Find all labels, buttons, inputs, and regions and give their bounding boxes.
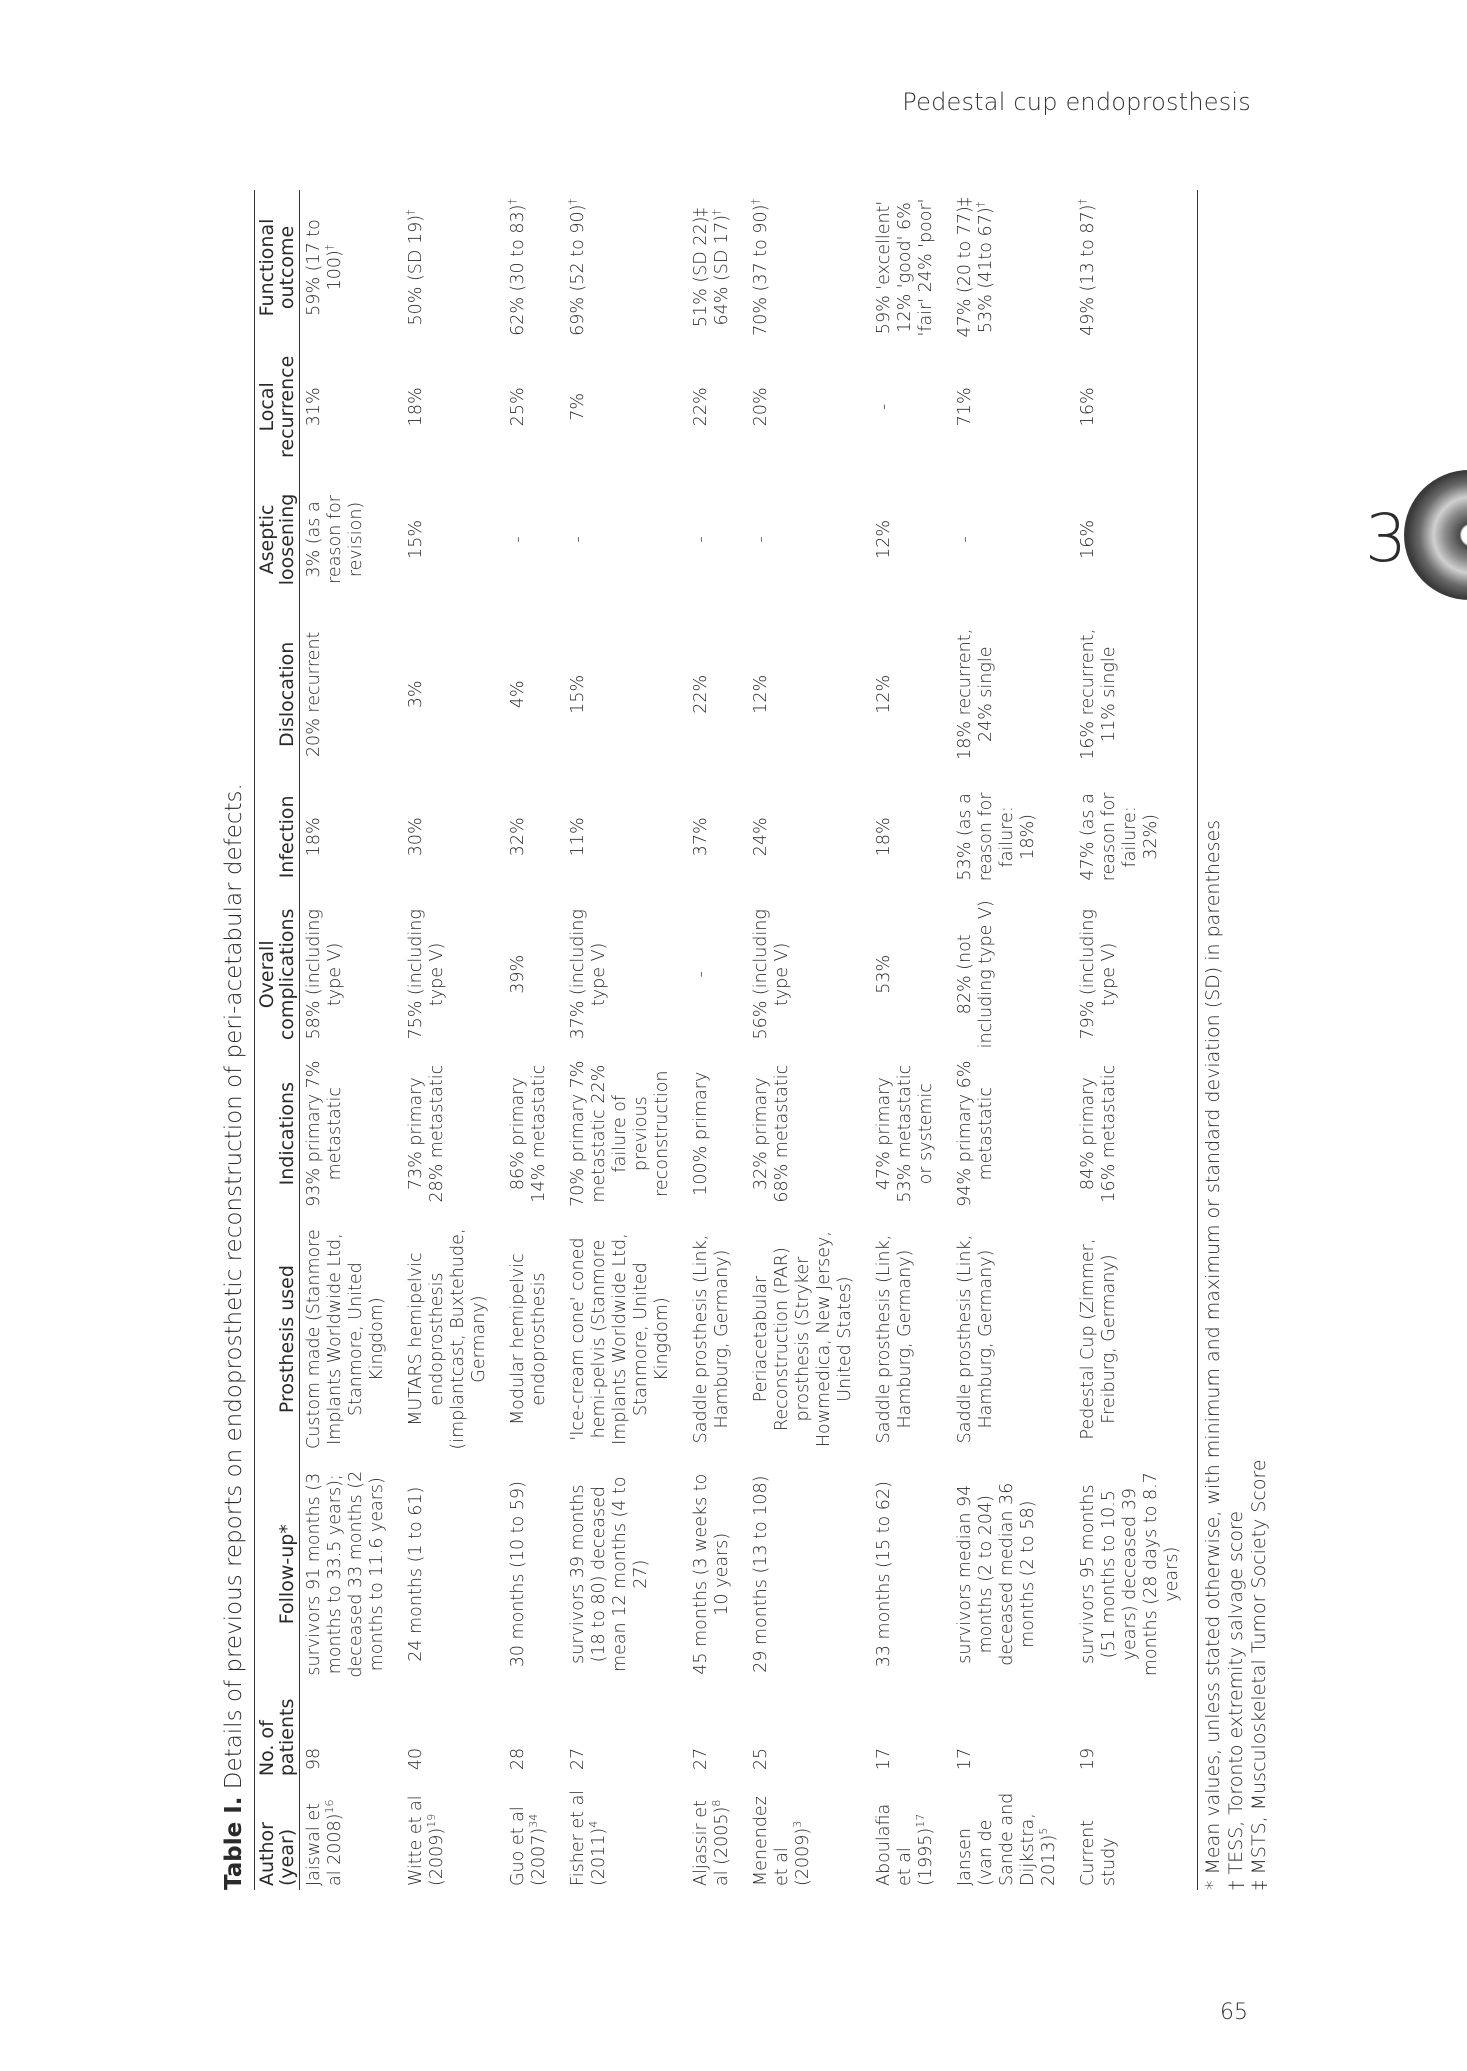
indications-cell-text: 86% primary 14% metastatic <box>508 1064 549 1203</box>
complications-cell-text: 56% (including type V) <box>751 909 792 1040</box>
infection-cell <box>402 779 504 896</box>
functional-outcome-cell <box>504 190 564 345</box>
patients-cell-text: 98 <box>304 1747 324 1771</box>
dislocation-cell <box>564 610 687 778</box>
follow-up-cell-text: survivors 91 months (3 months to 33.5 years); deceased 33 months (2 months to 11.6 years) <box>304 1470 387 1678</box>
table-row <box>747 190 870 1890</box>
chapter-tab-image <box>1404 470 1467 600</box>
rotated-table-block <box>220 190 1270 1890</box>
follow-up-cell-text: 33 months (15 to 62) <box>874 1481 894 1668</box>
author-cell <box>687 1780 747 1890</box>
aseptic-loosening-cell-text: - <box>955 536 975 543</box>
functional-outcome-cell <box>870 190 951 345</box>
indications-cell-text: 70% primary 7% metastatic 22% failure of previous reconstruction <box>568 1060 672 1207</box>
prosthesis-cell-text: 'Ice-cream cone' coned hemi-pelvis (Stanmore Implants Worldwide Ltd, Stanmore, United Kingdom) <box>568 1233 672 1445</box>
complications-cell-text: 79% (including type V) <box>1078 909 1119 1040</box>
running-header: Pedestal cup endoprosthesis <box>902 88 1251 116</box>
aseptic-loosening-cell-text: - <box>691 536 711 543</box>
table-row <box>1074 190 1198 1890</box>
author-cell <box>504 1780 564 1890</box>
local-recurrence-cell <box>564 345 687 469</box>
local-recurrence-cell-text: - <box>874 403 894 411</box>
complications-cell-text: 53% <box>874 954 894 994</box>
dislocation-cell-text: 20% recurrent <box>304 631 324 758</box>
local-recurrence-cell <box>687 345 747 469</box>
table-caption <box>220 190 248 1890</box>
reference-superscript: 4 <box>587 1820 601 1828</box>
dislocation-cell <box>687 610 747 778</box>
footnote-mark: † <box>1076 199 1090 205</box>
functional-outcome-cell-text: 62% (30 to 83) <box>508 204 528 336</box>
complications-cell <box>747 895 870 1053</box>
aseptic-loosening-cell <box>504 469 564 610</box>
aseptic-loosening-cell-text: 16% <box>1078 520 1098 559</box>
functional-outcome-cell-text: 59% (17 to 100) <box>304 219 345 316</box>
follow-up-cell-text: 45 months (3 weeks to 10 years) <box>691 1473 732 1675</box>
column-header: Infection <box>255 779 300 896</box>
functional-outcome-cell <box>747 190 870 345</box>
indications-cell-text: 47% primary 53% metastatic or systemic <box>874 1064 936 1203</box>
dislocation-cell <box>870 610 951 778</box>
infection-cell <box>1074 779 1198 896</box>
aseptic-loosening-cell <box>402 469 504 610</box>
reference-superscript: 17 <box>914 1813 928 1828</box>
reference-superscript: 19 <box>425 1813 439 1828</box>
local-recurrence-cell <box>747 345 870 469</box>
table-row <box>504 190 564 1890</box>
dislocation-cell-text: 22% <box>691 674 711 714</box>
author-cell-text: Jansen (van de Sande and Dijkstra, 2013) <box>955 1792 1059 1886</box>
complications-cell <box>951 895 1074 1053</box>
aseptic-loosening-cell-text: 15% <box>406 520 426 559</box>
infection-cell <box>747 779 870 896</box>
indications-cell-text: 73% primary 28% metastatic <box>406 1064 447 1203</box>
footnote-mark: † <box>974 201 988 208</box>
chapter-number: 3 <box>1365 500 1407 577</box>
indications-cell <box>402 1053 504 1213</box>
complications-cell-text: 39% <box>508 954 528 994</box>
prosthesis-cell <box>870 1214 951 1464</box>
infection-cell <box>687 779 747 896</box>
column-header: Prosthesis used <box>255 1214 300 1464</box>
complications-cell <box>300 895 403 1053</box>
local-recurrence-cell <box>504 345 564 469</box>
aseptic-loosening-cell-text: - <box>568 536 588 543</box>
functional-outcome-cell-text: 69% (52 to 90) <box>568 204 588 336</box>
reference-superscript: 16 <box>323 1799 337 1814</box>
follow-up-cell <box>870 1464 951 1684</box>
indications-cell <box>747 1053 870 1213</box>
follow-up-cell <box>402 1464 504 1684</box>
prosthesis-cell-text: Custom made (Stanmore Implants Worldwide Ltd, Stanmore, United Kingdom) <box>304 1229 387 1449</box>
aseptic-loosening-cell <box>1074 469 1198 610</box>
functional-outcome-cell <box>300 190 403 345</box>
footnotes <box>1202 190 1271 1890</box>
column-header: Overall complications <box>255 895 300 1053</box>
indications-cell <box>687 1053 747 1213</box>
aseptic-loosening-cell <box>951 469 1074 610</box>
dislocation-cell-text: 18% recurrent, 24% single <box>955 628 996 760</box>
patients-cell <box>687 1684 747 1780</box>
footnote: † TESS, Toronto extremity salvage score <box>1225 1510 1247 1890</box>
local-recurrence-cell-text: 22% <box>691 387 711 427</box>
patients-cell-text: 28 <box>508 1747 528 1771</box>
dislocation-cell <box>402 610 504 778</box>
complications-cell <box>870 895 951 1053</box>
data-table <box>254 190 1198 1890</box>
prosthesis-cell-text: MUTARS hemipelvic endoprosthesis (implantcast, Buxtehude, Germany) <box>406 1228 489 1450</box>
patients-cell <box>870 1684 951 1780</box>
indications-cell-text: 100% primary <box>691 1071 711 1196</box>
follow-up-cell <box>1074 1464 1198 1684</box>
author-cell-text: Current study <box>1078 1819 1119 1886</box>
prosthesis-cell-text: Saddle prosthesis (Link, Hamburg, Germany) <box>874 1234 915 1444</box>
functional-outcome-cell-text: 51% (SD 22)‡ 64% (SD 17) <box>691 207 732 328</box>
infection-cell-text: 30% <box>406 817 426 857</box>
complications-cell <box>1074 895 1198 1053</box>
functional-outcome-cell-text: 49% (13 to 87) <box>1078 204 1098 336</box>
patients-cell <box>564 1684 687 1780</box>
prosthesis-cell <box>747 1214 870 1464</box>
functional-outcome-cell-text: 70% (37 to 90) <box>751 204 771 336</box>
infection-cell-text: 24% <box>751 817 771 857</box>
prosthesis-cell-text: Periacetabular Reconstruction (PAR) prosthesis (Stryker Howmedica, New Jersey, United States) <box>751 1231 855 1448</box>
prosthesis-cell-text: Modular hemipelvic endoprosthesis <box>508 1253 549 1425</box>
follow-up-cell <box>747 1464 870 1684</box>
local-recurrence-cell-text: 31% <box>304 387 324 427</box>
dislocation-cell <box>504 610 564 778</box>
infection-cell <box>951 779 1074 896</box>
aseptic-loosening-cell <box>300 469 403 610</box>
table-body <box>300 190 1198 1890</box>
dislocation-cell <box>951 610 1074 778</box>
column-header: Dislocation <box>255 610 300 778</box>
local-recurrence-cell-text: 71% <box>955 387 975 427</box>
reference-superscript: 8 <box>710 1799 724 1807</box>
table-row <box>870 190 951 1890</box>
complications-cell-text: 82% (not including type V) <box>955 900 996 1049</box>
footnote-mark: † <box>710 209 724 215</box>
indications-cell <box>1074 1053 1198 1213</box>
local-recurrence-cell <box>870 345 951 469</box>
prosthesis-cell <box>504 1214 564 1464</box>
complications-cell <box>402 895 504 1053</box>
infection-cell <box>564 779 687 896</box>
infection-cell <box>504 779 564 896</box>
footnote: ‡ MSTS, Musculoskeletal Tumor Society Score <box>1248 1459 1270 1890</box>
patients-cell <box>402 1684 504 1780</box>
infection-cell-text: 53% (as a reason for failure: 18%) <box>955 792 1038 882</box>
footnote-mark: † <box>566 199 580 205</box>
indications-cell-text: 93% primary 7% metastatic <box>304 1060 345 1207</box>
local-recurrence-cell-text: 20% <box>751 387 771 427</box>
functional-outcome-cell <box>402 190 504 345</box>
footnote-mark: † <box>323 244 337 251</box>
author-cell <box>1074 1780 1198 1890</box>
infection-cell <box>870 779 951 896</box>
indications-cell-text: 94% primary 6% metastatic <box>955 1060 996 1207</box>
page-number: 65 <box>1220 2000 1248 2025</box>
table-row <box>564 190 687 1890</box>
prosthesis-cell <box>687 1214 747 1464</box>
indications-cell-text: 84% primary 16% metastatic <box>1078 1064 1119 1203</box>
column-header: Aseptic loosening <box>255 469 300 610</box>
prosthesis-cell-text: Saddle prosthesis (Link, Hamburg, Germany) <box>691 1234 732 1444</box>
table-row <box>951 190 1074 1890</box>
author-cell <box>747 1780 870 1890</box>
footnote-mark: † <box>506 199 520 205</box>
table-header-row <box>255 190 300 1890</box>
indications-cell <box>870 1053 951 1213</box>
infection-cell-text: 32% <box>508 817 528 857</box>
infection-cell-text: 18% <box>304 817 324 857</box>
follow-up-cell <box>687 1464 747 1684</box>
follow-up-cell-text: 24 months (1 to 61) <box>406 1486 426 1662</box>
dislocation-cell-text: 3% <box>406 680 426 709</box>
patients-cell-text: 25 <box>751 1747 771 1771</box>
infection-cell-text: 47% (as a reason for failure: 32%) <box>1078 792 1161 882</box>
prosthesis-cell <box>402 1214 504 1464</box>
aseptic-loosening-cell <box>687 469 747 610</box>
follow-up-cell <box>564 1464 687 1684</box>
indications-cell <box>951 1053 1074 1213</box>
patients-cell <box>1074 1684 1198 1780</box>
column-header: No. of patients <box>255 1684 300 1780</box>
patients-cell-text: 17 <box>955 1747 975 1771</box>
follow-up-cell-text: survivors median 94 months (2 to 204) deceased median 36 months (2 to 58) <box>955 1482 1038 1666</box>
author-cell <box>300 1780 403 1890</box>
follow-up-cell-text: survivors 95 months (51 months to 10.5 years) deceased 39 months (28 days to 8.7 years) <box>1078 1472 1182 1677</box>
local-recurrence-cell-text: 7% <box>568 392 588 421</box>
dislocation-cell-text: 12% <box>751 674 771 714</box>
author-cell-text: Aljassir et al (2005) <box>691 1800 732 1886</box>
prosthesis-cell-text: Saddle prosthesis (Link, Hamburg, Germany) <box>955 1234 996 1444</box>
patients-cell-text: 27 <box>691 1747 711 1771</box>
dislocation-cell-text: 4% <box>508 680 528 709</box>
prosthesis-cell <box>1074 1214 1198 1464</box>
follow-up-cell-text: 29 months (13 to 108) <box>751 1475 771 1673</box>
dislocation-cell <box>1074 610 1198 778</box>
local-recurrence-cell <box>951 345 1074 469</box>
indications-cell <box>504 1053 564 1213</box>
prosthesis-cell-text: Pedestal Cup (Zimmer, Freiburg, Germany) <box>1078 1238 1119 1440</box>
author-cell-text: Jaiswal et al 2008) <box>304 1803 345 1886</box>
author-cell <box>870 1780 951 1890</box>
prosthesis-cell <box>951 1214 1074 1464</box>
follow-up-cell-text: survivors 39 months (18 to 80) deceased mean 12 months (4 to 27) <box>568 1476 651 1672</box>
author-cell <box>402 1780 504 1890</box>
dislocation-cell <box>747 610 870 778</box>
complications-cell <box>687 895 747 1053</box>
aseptic-loosening-cell-text: 3% (as a reason for revision) <box>304 495 366 584</box>
table-caption-text: Details of previous reports on endoprosthetic reconstruction of peri-acetabular defects. <box>221 783 247 1797</box>
aseptic-loosening-cell-text: - <box>508 536 528 543</box>
reference-superscript: 5 <box>1037 1827 1051 1835</box>
author-cell-text: Witte et al (2009) <box>406 1795 447 1886</box>
aseptic-loosening-cell <box>564 469 687 610</box>
infection-cell-text: 11% <box>568 817 588 857</box>
functional-outcome-cell <box>951 190 1074 345</box>
aseptic-loosening-cell <box>747 469 870 610</box>
author-cell-text: Menendez et al (2009) <box>751 1796 813 1886</box>
follow-up-cell <box>951 1464 1074 1684</box>
complications-cell-text: - <box>691 971 711 978</box>
follow-up-cell <box>300 1464 403 1684</box>
indications-cell <box>564 1053 687 1213</box>
local-recurrence-cell-text: 16% <box>1078 387 1098 427</box>
footnote-mark: † <box>749 199 763 205</box>
column-header: Functional outcome <box>255 190 300 345</box>
column-header: Indications <box>255 1053 300 1213</box>
reference-superscript: 3 <box>791 1820 805 1828</box>
indications-cell-text: 32% primary 68% metastatic <box>751 1064 792 1203</box>
column-header: Follow-up* <box>255 1464 300 1684</box>
functional-outcome-cell-text: 47% (20 to 77)‡ 53% (41to 67) <box>955 197 996 338</box>
local-recurrence-cell <box>300 345 403 469</box>
patients-cell <box>747 1684 870 1780</box>
local-recurrence-cell <box>1074 345 1198 469</box>
indications-cell <box>300 1053 403 1213</box>
complications-cell <box>564 895 687 1053</box>
infection-cell <box>300 779 403 896</box>
complications-cell-text: 58% (including type V) <box>304 909 345 1040</box>
local-recurrence-cell-text: 25% <box>508 387 528 427</box>
aseptic-loosening-cell-text: - <box>751 536 771 543</box>
column-header: Author (year) <box>255 1780 300 1890</box>
patients-cell-text: 27 <box>568 1747 588 1771</box>
aseptic-loosening-cell-text: 12% <box>874 520 894 559</box>
patients-cell-text: 17 <box>874 1747 894 1771</box>
functional-outcome-cell <box>687 190 747 345</box>
author-cell-text: Guo et al (2007) <box>508 1806 549 1886</box>
infection-cell-text: 18% <box>874 817 894 857</box>
author-cell-text: Fisher et al (2011) <box>568 1789 609 1886</box>
patients-cell <box>951 1684 1074 1780</box>
complications-cell-text: 37% (including type V) <box>568 909 609 1040</box>
author-cell <box>951 1780 1074 1890</box>
functional-outcome-cell-text: 50% (SD 19) <box>406 214 426 326</box>
follow-up-cell <box>504 1464 564 1684</box>
dislocation-cell-text: 15% <box>568 674 588 714</box>
column-header: Local recurrence <box>255 345 300 469</box>
prosthesis-cell <box>300 1214 403 1464</box>
patients-cell <box>300 1684 403 1780</box>
table-row <box>300 190 403 1890</box>
footnote: * Mean values, unless stated otherwise, with minimum and maximum or standard deviation (SD) in parentheses <box>1202 819 1224 1890</box>
patients-cell-text: 40 <box>406 1747 426 1771</box>
functional-outcome-cell <box>1074 190 1198 345</box>
patients-cell <box>504 1684 564 1780</box>
infection-cell-text: 37% <box>691 817 711 857</box>
author-cell <box>564 1780 687 1890</box>
complications-cell-text: 75% (including type V) <box>406 909 447 1040</box>
reference-superscript: 34 <box>527 1813 541 1828</box>
table-caption-label: Table I. <box>221 1796 247 1890</box>
dislocation-cell <box>300 610 403 778</box>
functional-outcome-cell <box>564 190 687 345</box>
follow-up-cell-text: 30 months (10 to 59) <box>508 1481 528 1668</box>
local-recurrence-cell-text: 18% <box>406 387 426 427</box>
local-recurrence-cell <box>402 345 504 469</box>
table-row <box>687 190 747 1890</box>
dislocation-cell-text: 16% recurrent, 11% single <box>1078 628 1119 760</box>
prosthesis-cell <box>564 1214 687 1464</box>
author-cell-text: Aboulafia et al (1995) <box>874 1803 936 1886</box>
dislocation-cell-text: 12% <box>874 674 894 714</box>
patients-cell-text: 19 <box>1078 1747 1098 1771</box>
footnote-mark: † <box>404 209 418 215</box>
aseptic-loosening-cell <box>870 469 951 610</box>
functional-outcome-cell-text: 59% 'excellent' 12% 'good' 6% 'fair' 24% 'poor' <box>874 198 936 337</box>
table-row <box>402 190 504 1890</box>
complications-cell <box>504 895 564 1053</box>
